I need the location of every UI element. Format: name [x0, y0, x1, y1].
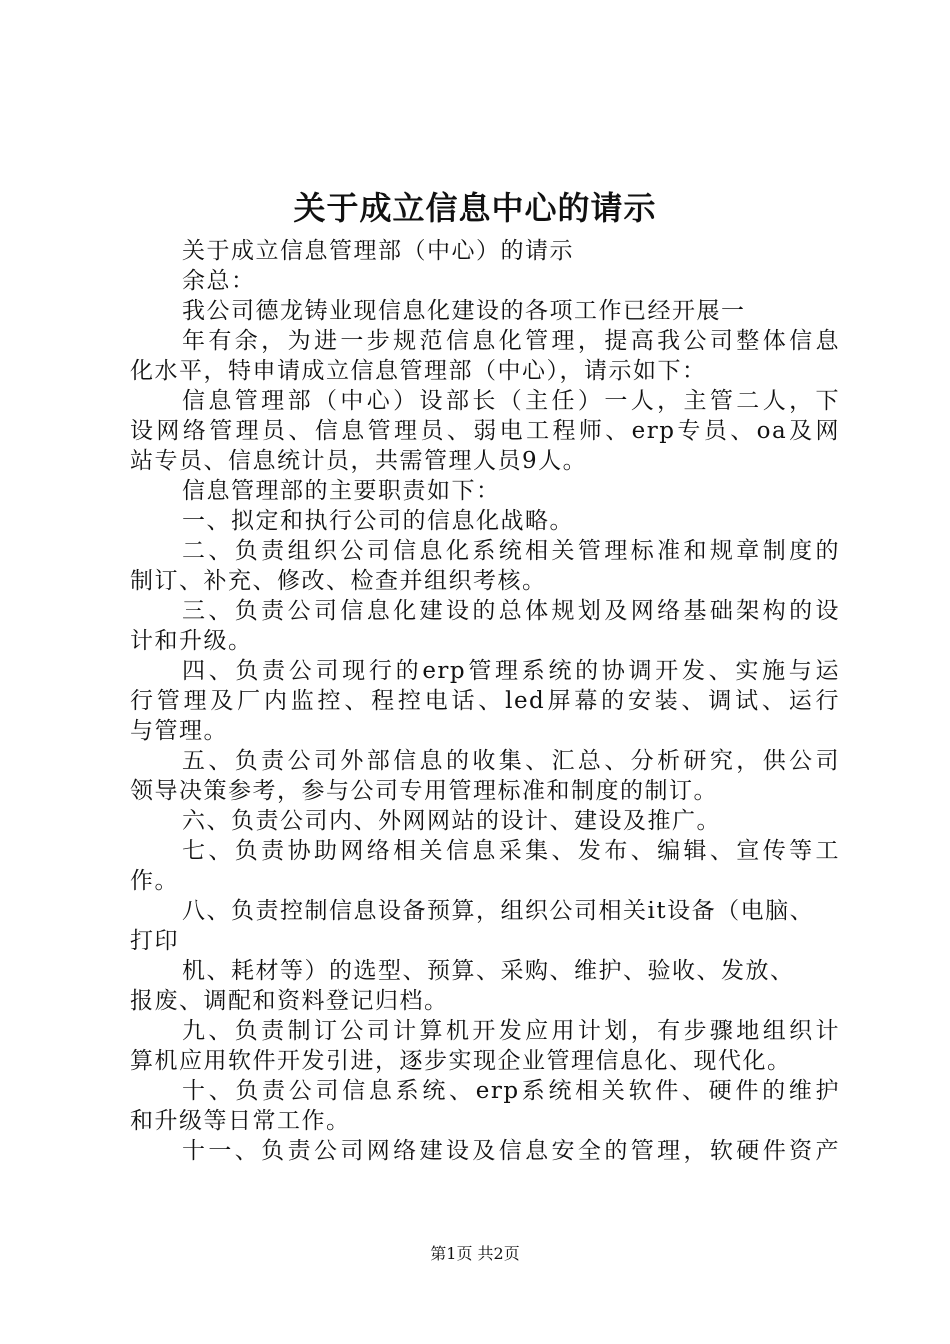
text-line: 与管理。 — [130, 718, 228, 744]
text-line: 余总： — [182, 268, 256, 294]
text-line: 设网络管理员、信息管理员、弱电工程师、erp专员、oa及网 — [130, 418, 840, 444]
text-line: 制订、补充、修改、检查并组织考核。 — [130, 568, 547, 594]
text-line: 和升级等日常工作。 — [130, 1108, 351, 1134]
text-line: 计和升级。 — [130, 628, 253, 654]
text-line: 我公司德龙铸业现信息化建设的各项工作已经开展一 — [182, 298, 746, 324]
text-line: 九、负责制订公司计算机开发应用计划，有步骤地组织计 — [182, 1018, 840, 1044]
text-line: 三、负责公司信息化建设的总体规划及网络基础架构的设 — [182, 598, 840, 624]
text-line: 机、耗材等）的选型、预算、采购、维护、验收、发放、 — [182, 958, 795, 984]
text-line: 行管理及厂内监控、程控电话、led屏幕的安装、调试、运行 — [130, 688, 840, 714]
text-line: 五、负责公司外部信息的收集、汇总、分析研究，供公司 — [182, 748, 840, 774]
page-footer: 第1页 共2页 — [430, 1244, 520, 1263]
text-line: 六、负责公司内、外网网站的设计、建设及推广。 — [182, 808, 721, 834]
text-line: 报废、调配和资料登记归档。 — [130, 988, 449, 1014]
text-line: 八、负责控制信息设备预算，组织公司相关it设备（电脑、 — [182, 898, 815, 924]
text-line: 二、负责组织公司信息化系统相关管理标准和规章制度的 — [182, 538, 840, 564]
text-line: 年有余，为进一步规范信息化管理，提高我公司整体信息 — [182, 328, 840, 354]
text-line: 十、负责公司信息系统、erp系统相关软件、硬件的维护 — [182, 1078, 840, 1104]
document-body — [130, 236, 840, 1166]
text-line: 四、负责公司现行的erp管理系统的协调开发、实施与运 — [182, 658, 840, 684]
text-line: 十一、负责公司网络建设及信息安全的管理，软硬件资产 — [182, 1138, 840, 1164]
text-line: 一、拟定和执行公司的信息化战略。 — [182, 508, 574, 534]
text-line: 化水平，特申请成立信息管理部（中心），请示如下： — [130, 358, 707, 384]
text-line: 领导决策参考，参与公司专用管理标准和制度的制订。 — [130, 778, 718, 804]
text-line: 作。 — [130, 868, 179, 894]
text-line: 站专员、信息统计员，共需管理人员9人。 — [130, 448, 588, 474]
text-line: 七、负责协助网络相关信息采集、发布、编辑、宣传等工 — [182, 838, 840, 864]
text-line: 算机应用软件开发引进，逐步实现企业管理信息化、现代化。 — [130, 1048, 792, 1074]
text-line: 信息管理部（中心）设部长（主任）一人，主管二人，下 — [182, 388, 840, 414]
text-line: 关于成立信息管理部（中心）的请示 — [182, 238, 574, 264]
text-line: 信息管理部的主要职责如下： — [182, 478, 501, 504]
text-line: 打印 — [130, 928, 179, 954]
document-title: 关于成立信息中心的请示 — [293, 189, 657, 227]
